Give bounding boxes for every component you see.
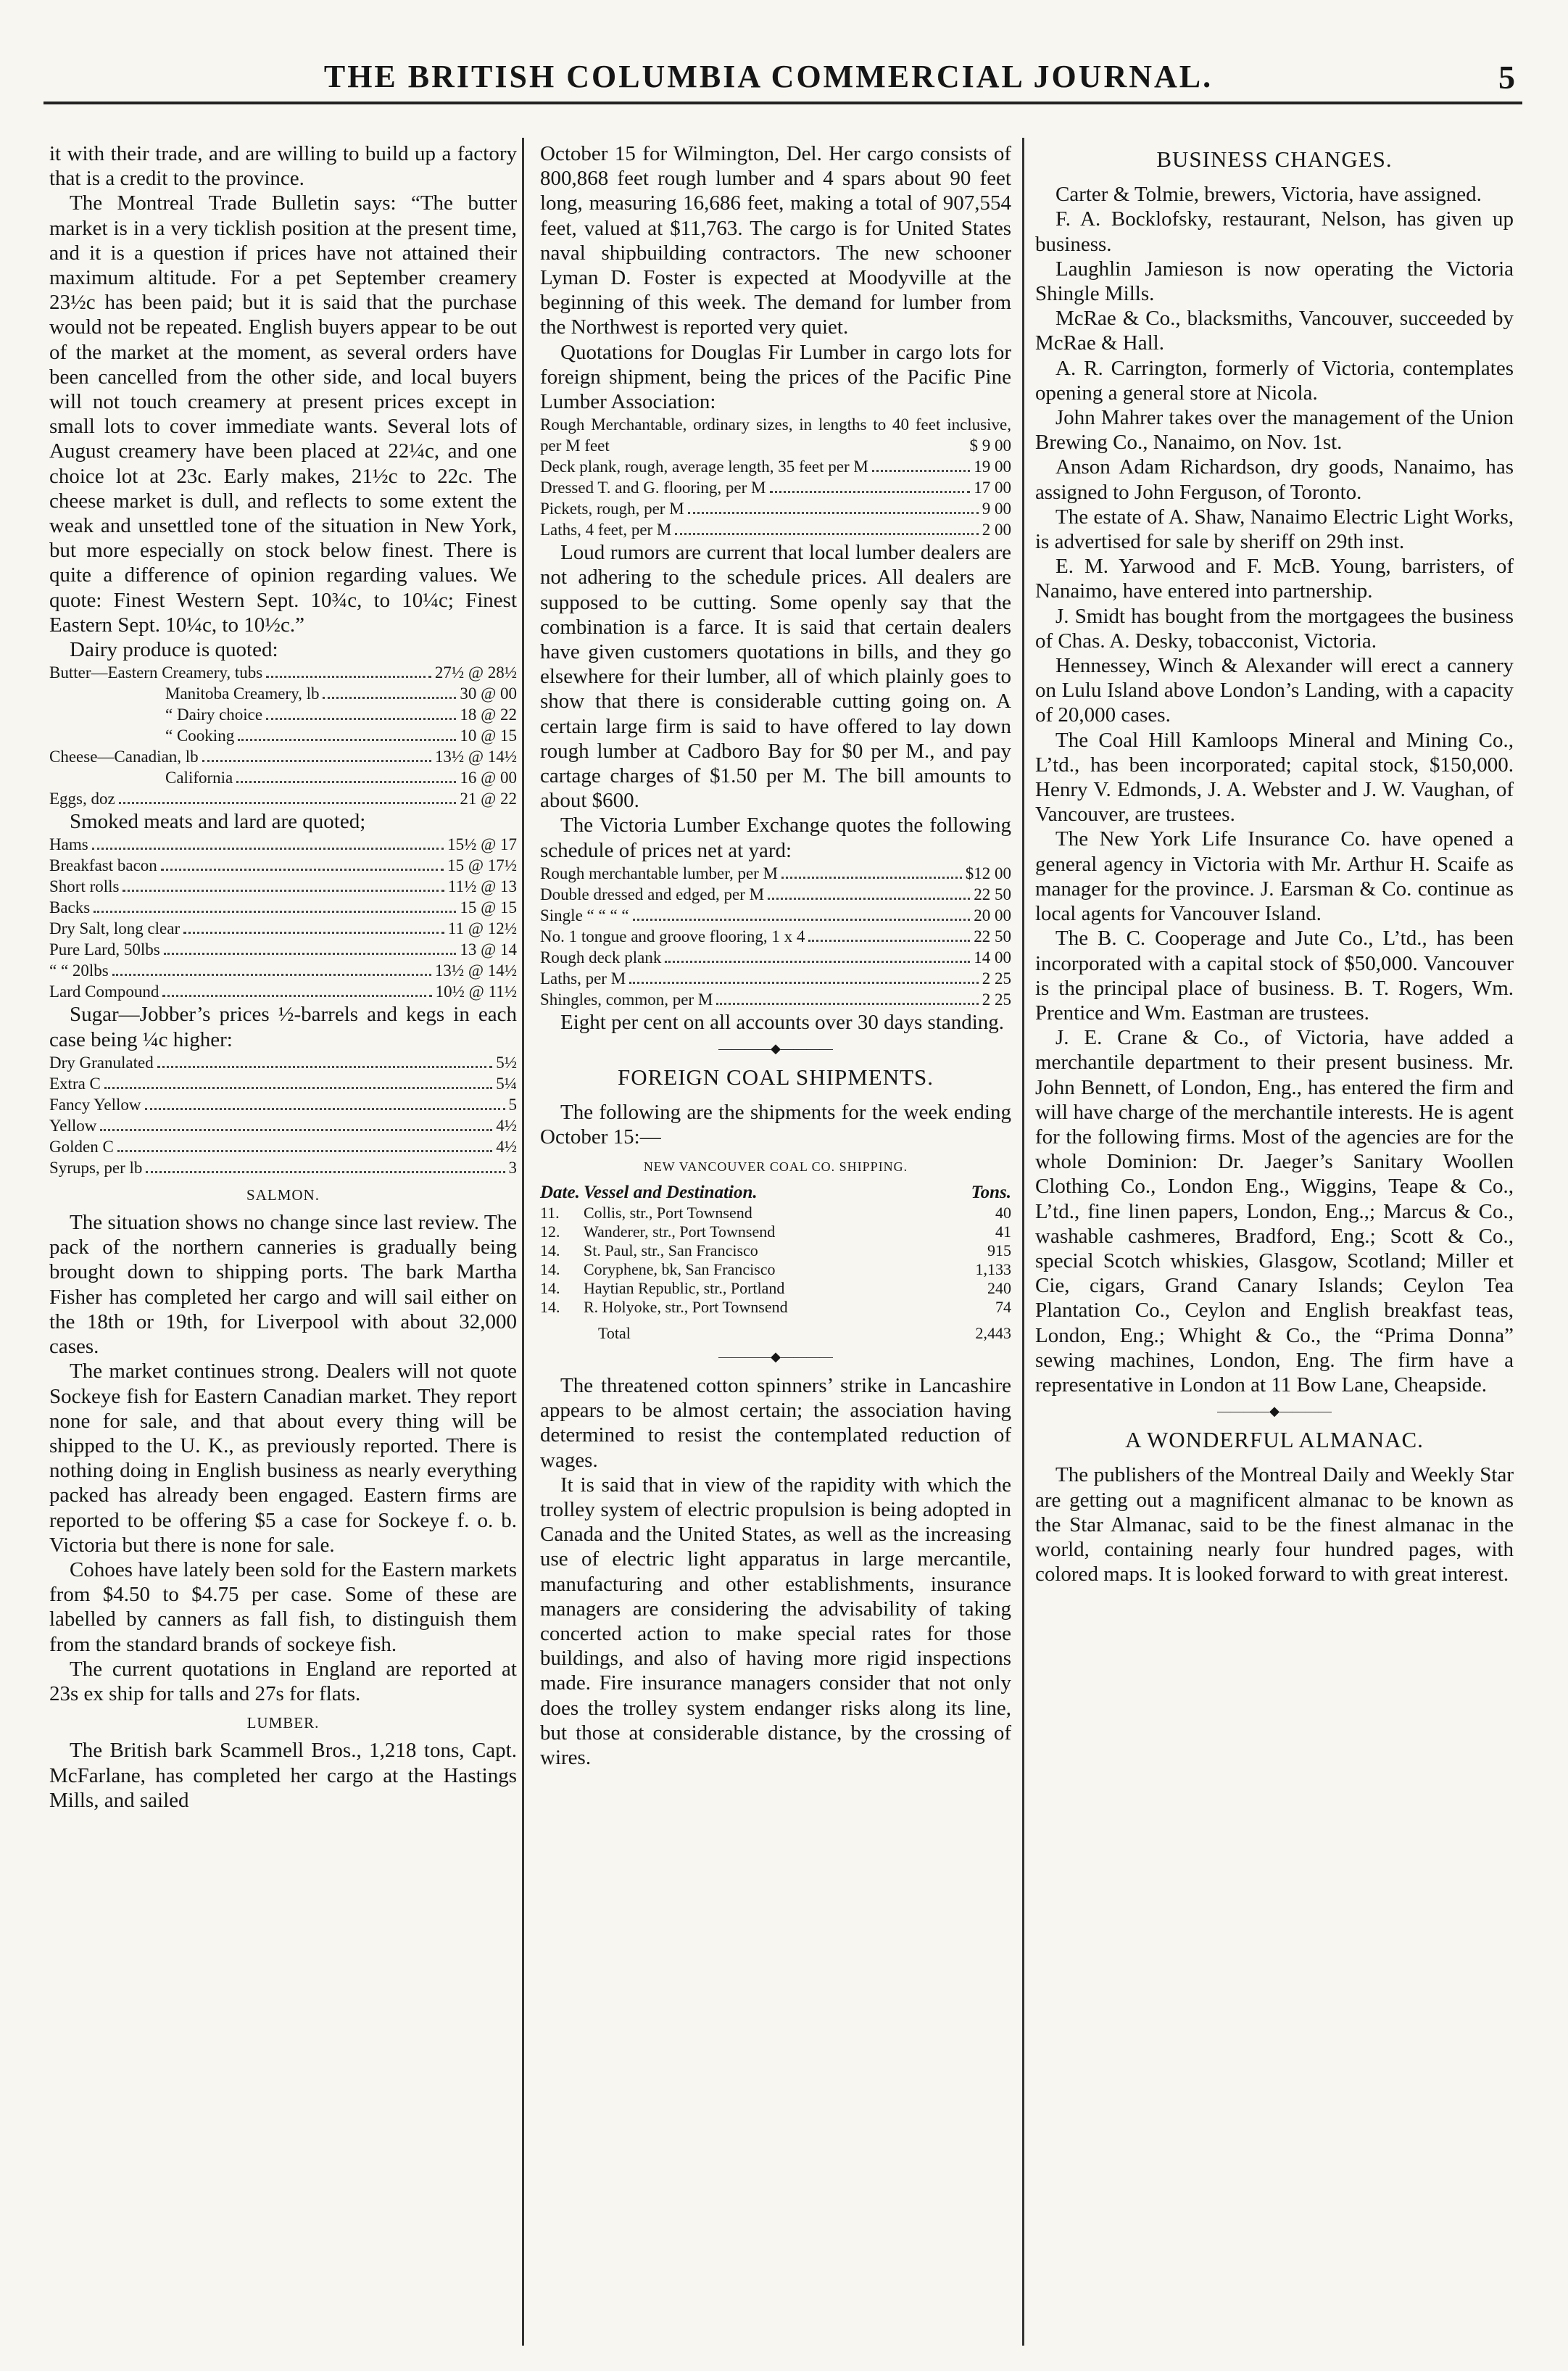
row-label: Cheese—Canadian, lb xyxy=(49,748,199,766)
row-label: “ Cooking xyxy=(165,727,235,745)
price-row xyxy=(49,725,517,746)
row-value: 15½ @ 17 xyxy=(447,835,517,854)
price-row xyxy=(540,498,1011,519)
paragraph: The threatened cotton spinners’ strike in Lancashire appears to be almost certain; the association having determined to resist the contemplated reduction of wages. xyxy=(540,1373,1011,1472)
ornament-divider: ————◆———— xyxy=(1217,1404,1332,1419)
page-number: 5 xyxy=(1498,59,1515,96)
ornament-divider: ————◆———— xyxy=(718,1349,833,1364)
cell-vessel: R. Holyoke, str., Port Townsend xyxy=(584,1297,788,1316)
column-3 xyxy=(1035,141,1514,1586)
leader-dots xyxy=(633,911,971,921)
leader-dots xyxy=(94,903,456,913)
column-header: Tons. xyxy=(971,1182,1011,1202)
price-row xyxy=(49,746,517,767)
business-change-item: J. E. Crane & Co., of Victoria, have added a merchantile department to their present business. Mr. John Bennett, of London, Eng., has entered the firm and will have charge of the merchantile interests. He is agent for the following firms. Most of the agencies are for the whole Dominion: Dr. Jaeger’s Sanitary Woollen Clothing Co., London Eng., Wiggins, Teape & Co., L’td., fine linen papers, London, Eng.,; Marcus & Co., washable cashmeres, Bradford, Eng.; Scott & Co., special Scotch whiskies, Glasgow, Scotland; Miller et Cie, cigars, Grand Canary Islands; Ceylon Tea Plantation Co., Ceylon and English breakfast teas, London, Eng.; Whight & Co., the “Prima Donna” sewing machines, London, Eng. The firm have a representative in London at 11 Bow Lane, Cheapside. xyxy=(1035,1026,1514,1396)
price-row xyxy=(540,968,1011,989)
row-label: Laths, 4 feet, per M xyxy=(540,521,672,539)
paragraph: October 15 for Wilmington, Del. Her cargo consists of 800,868 feet rough lumber and 4 spars about 90 feet long, measuring 16,686 feet, making a total of 907,554 feet, valued at $11,763. The cargo is for United States naval shipbuilding contractors. The new schooner Lyman D. Foster is expected at Moodyville at the beginning of this week. The demand for lumber from the Northwest is reported very quiet. xyxy=(540,142,1011,339)
row-value: 30 @ 00 xyxy=(460,684,517,703)
business-change-item: A. R. Carrington, formerly of Victoria, contemplates opening a general store at Nicola. xyxy=(1035,356,1514,405)
business-change-item: The Coal Hill Kamloops Mineral and Mining Co., L’td., has been incorporated; capital stock, $150,000. Henry V. Edmonds, J. A. Webster and J. W. Vaughan, of Vancouver, are trustees. xyxy=(1035,728,1514,827)
business-change-item: The estate of A. Shaw, Nanaimo Electric Light Works, is advertised for sale by sheriff on 29th inst. xyxy=(1035,505,1514,554)
cell-date: 12. xyxy=(540,1222,560,1241)
row-value: 22 50 xyxy=(974,885,1011,903)
price-row xyxy=(49,897,517,918)
row-value: 2 25 xyxy=(982,990,1011,1009)
row-label: Laths, per M xyxy=(540,969,626,988)
cell-tons: 915 xyxy=(987,1241,1011,1259)
price-row xyxy=(540,477,1011,498)
business-changes-list xyxy=(1035,182,1514,1397)
cell-tons: 74 xyxy=(995,1297,1011,1316)
section-heading: FOREIGN COAL SHIPMENTS. xyxy=(617,1064,934,1091)
row-value: 2 00 xyxy=(982,521,1011,539)
leader-dots xyxy=(323,690,456,699)
price-row xyxy=(49,876,517,897)
row-label: Extra C xyxy=(49,1074,101,1093)
row-value: 2 25 xyxy=(982,969,1011,988)
leader-dots xyxy=(716,996,978,1005)
row-value: 13 @ 14 xyxy=(460,940,517,959)
header-rule xyxy=(43,102,1522,104)
leader-dots xyxy=(157,1059,493,1068)
cell-vessel: Haytian Republic, str., Portland xyxy=(584,1278,785,1297)
leader-dots xyxy=(675,526,978,535)
leader-dots xyxy=(112,967,431,976)
column-header: Vessel and Destination. xyxy=(584,1182,758,1202)
row-value: 10½ @ 11½ xyxy=(435,982,517,1001)
row-value: 13½ @ 14½ xyxy=(434,961,517,980)
column-header: Date. xyxy=(540,1182,580,1202)
section-heading: SALMON. xyxy=(246,1186,320,1204)
section-heading: A WONDERFUL ALMANAC. xyxy=(1125,1427,1424,1453)
row-label: California xyxy=(165,769,233,787)
cell-date: 14. xyxy=(540,1297,560,1316)
leader-dots xyxy=(162,988,431,997)
row-label: Short rolls xyxy=(49,877,120,896)
price-row xyxy=(49,704,517,725)
leader-dots xyxy=(161,861,444,871)
price-row xyxy=(540,519,1011,540)
price-row xyxy=(49,855,517,876)
row-label: Dry Salt, long clear xyxy=(49,919,181,938)
cell-vessel: Wanderer, str., Port Townsend xyxy=(584,1222,776,1241)
paragraph: The situation shows no change since last review. The pack of the northern canneries is gradually being brought down to shipping ports. The bark Martha Fisher has completed her cargo and will sail either on the 18th or 19th, for Liverpool with about 32,000 cases. xyxy=(49,1211,517,1359)
column-1 xyxy=(49,141,517,1813)
row-label: Eggs, doz xyxy=(49,790,115,808)
business-change-item: E. M. Yarwood and F. McB. Young, barristers, of Nanaimo, have entered into partnership. xyxy=(1035,555,1514,603)
price-row xyxy=(49,834,517,855)
fir-intro-row xyxy=(540,414,1011,456)
price-row xyxy=(49,1136,517,1157)
price-row xyxy=(540,989,1011,1010)
row-label: Pure Lard, 50lbs xyxy=(49,940,160,959)
price-row xyxy=(540,905,1011,926)
total-value: 2,443 xyxy=(975,1323,1011,1342)
leader-dots xyxy=(202,753,431,762)
paragraph: The Montreal Trade Bulletin says: “The butter market is in a very ticklish position at the present time, and it is a question if prices have not attained their maximum altitude. For a pet September creamery 23½c has been paid; but it is said that the purchase would not be repeated. English buyers appear to be out of the market at the moment, as several orders have been cancelled from the other side, and local buyers will not touch creamery at present prices except in small lots to cover immediate wants. Several lots of August creamery have been placed at 22¼c, and one choice lot at 23c. Early makes, 21½c to 22c. The cheese market is dull, and reflects to some extent the weak and unsettled tone of the situation in New York, but more especially on stock below finest. There is quite a difference of opinion regarding values. We quote: Finest Western Sept. 10¾c, to 10¼c; Finest Eastern Sept. 10¼c, to 10½c.” xyxy=(49,191,517,637)
paragraph: The market continues strong. Dealers will not quote Sockeye fish for Eastern Canadian market. They report none for sale, and that about every thing will be shipped to the U. K., as previously reported. There is nothing doing in English business as nearly everything packed has already been engaged. Eastern firms are reported to be offering $5 a case for Sockeye f. o. b. Victoria but there is none for sale. xyxy=(49,1360,517,1557)
row-label: Yellow xyxy=(49,1116,97,1135)
row-value: $12 00 xyxy=(965,864,1011,882)
leader-dots xyxy=(100,1122,492,1131)
exchange-price-list xyxy=(540,863,1011,1010)
row-label: “ “ 20lbs xyxy=(49,961,109,980)
price-row xyxy=(540,884,1011,905)
leader-dots xyxy=(768,890,970,900)
price-row xyxy=(540,926,1011,947)
price-row xyxy=(49,918,517,939)
leader-dots xyxy=(123,882,444,892)
row-label: Single “ “ “ “ xyxy=(540,906,629,924)
section-heading: LUMBER. xyxy=(246,1714,320,1732)
table-header-row xyxy=(540,1182,1011,1204)
row-value: 17 00 xyxy=(974,479,1011,497)
business-change-item: Laughlin Jamieson is now operating the Victoria Shingle Mills. xyxy=(1035,257,1514,306)
cell-tons: 1,133 xyxy=(975,1259,1011,1278)
coal-table xyxy=(540,1182,1011,1343)
page-header xyxy=(43,58,1537,102)
row-label: Breakfast bacon xyxy=(49,856,157,875)
business-change-item: The B. C. Cooperage and Jute Co., L’td., has been incorporated with a capital stock of $50,000. Vancouver is the principal place of business. B. T. Rogers, Wm. Prentice and Wm. Eastman are trustees. xyxy=(1035,927,1514,1025)
row-label: “ Dairy choice xyxy=(165,705,263,724)
paragraph: The publishers of the Montreal Daily and Weekly Star are getting out a magnificent almanac to be known as the Star Almanac, said to be the finest almanac in the world, containing nearly four hundred pages, with colored maps. It is looked forward to with great interest. xyxy=(1035,1463,1514,1586)
table-subheading: NEW VANCOUVER COAL CO. SHIPPING. xyxy=(643,1159,908,1174)
leader-dots xyxy=(808,932,970,942)
cell-date: 14. xyxy=(540,1278,560,1297)
cell-date: 14. xyxy=(540,1241,560,1259)
price-row xyxy=(49,1052,517,1073)
leader-dots xyxy=(238,732,456,741)
paragraph: The following are the shipments for the week ending October 15:— xyxy=(540,1101,1011,1149)
column-divider xyxy=(1022,138,1024,2346)
list-heading: Sugar—Jobber’s prices ½-barrels and kegs in each case being ¼c higher: xyxy=(49,1003,517,1051)
row-value: 14 00 xyxy=(974,948,1011,967)
table-total-row xyxy=(540,1317,1011,1343)
row-value: 15 @ 17½ xyxy=(447,856,517,875)
dairy-price-list xyxy=(49,662,517,809)
row-value: 16 @ 00 xyxy=(460,769,517,787)
price-row xyxy=(540,456,1011,477)
section-heading: BUSINESS CHANGES. xyxy=(1156,146,1393,172)
sugar-price-list xyxy=(49,1052,517,1178)
price-row xyxy=(49,662,517,683)
row-value: 5½ xyxy=(496,1053,517,1072)
business-change-item: The New York Life Insurance Co. have opened a general agency in Victoria with Mr. Arthur H. Scaife as manager for the province. J. Earsman & Co. continue as local agents for Vancouver Island. xyxy=(1035,827,1514,926)
row-value: 11½ @ 13 xyxy=(447,877,517,896)
row-label: Golden C xyxy=(49,1137,114,1156)
paragraph: The Victoria Lumber Exchange quotes the following schedule of prices net at yard: xyxy=(540,814,1011,862)
cell-tons: 41 xyxy=(995,1222,1011,1241)
business-change-item: J. Smidt has bought from the mortgagees the business of Chas. A. Desky, tobacconist, Victoria. xyxy=(1035,604,1514,653)
price-row xyxy=(49,767,517,788)
row-value: 10 @ 15 xyxy=(460,727,517,745)
business-change-item: F. A. Bocklofsky, restaurant, Nelson, has given up business. xyxy=(1035,207,1514,256)
row-value: 13½ @ 14½ xyxy=(434,748,517,766)
column-divider xyxy=(522,138,524,2346)
row-value: 15 @ 15 xyxy=(460,898,517,917)
row-value: 4½ xyxy=(496,1116,517,1135)
row-label: Pickets, rough, per M xyxy=(540,500,684,518)
cell-vessel: Coryphene, bk, San Francisco xyxy=(584,1259,776,1278)
cell-tons: 240 xyxy=(987,1278,1011,1297)
row-value: 11 @ 12½ xyxy=(447,919,517,938)
row-value: 4½ xyxy=(496,1137,517,1156)
business-change-item: John Mahrer takes over the management of the Union Brewing Co., Nanaimo, on Nov. 1st. xyxy=(1035,406,1514,455)
fir-price-list xyxy=(540,414,1011,540)
row-value: 3 xyxy=(508,1158,517,1177)
business-change-item: Anson Adam Richardson, dry goods, Nanaimo, has assigned to John Ferguson, of Toronto. xyxy=(1035,455,1514,504)
paragraph: It is said that in view of the rapidity with which the trolley system of electric propulsion is being adopted in Canada and the United States, as well as the increasing use of electric light apparatus in large mercantile, manufacturing and other establishments, insurance managers are considering the advisability of taking concerted action to make special rates for those buildings, and also of having more rigid inspections made. Fire insurance managers consider that not only does the trolley system endanger risks along its line, but those at considerable distance, by the crossing of wires. xyxy=(540,1473,1011,1769)
row-label: Dressed T. and G. flooring, per M xyxy=(540,479,766,497)
price-row xyxy=(49,1094,517,1115)
table-row xyxy=(540,1260,1011,1279)
row-value: 9 00 xyxy=(982,500,1011,518)
leader-dots xyxy=(629,975,979,984)
business-change-item: Hennessey, Winch & Alexander will erect a cannery on Lulu Island above London’s Landing, with a capacity of 20,000 cases. xyxy=(1035,654,1514,727)
leader-dots xyxy=(183,924,444,934)
cell-vessel: St. Paul, str., San Francisco xyxy=(584,1241,758,1259)
row-label: Rough Merchantable, ordinary sizes, in lengths to 40 feet inclusive, per M feet xyxy=(540,415,1011,455)
leader-dots xyxy=(117,1143,492,1152)
leader-dots xyxy=(146,1164,505,1173)
list-heading: Smoked meats and lard are quoted; xyxy=(70,810,366,834)
price-row xyxy=(49,960,517,981)
business-change-item: McRae & Co., blacksmiths, Vancouver, succeeded by McRae & Hall. xyxy=(1035,307,1514,355)
meats-price-list xyxy=(49,834,517,1002)
row-label: Rough merchantable lumber, per M xyxy=(540,864,779,882)
leader-dots xyxy=(145,1101,505,1110)
table-row xyxy=(540,1204,1011,1222)
row-value: $ 9 00 xyxy=(969,436,1011,455)
row-label: Hams xyxy=(49,835,88,854)
paragraph: The British bark Scammell Bros., 1,218 tons, Capt. McFarlane, has completed her cargo at the Hastings Mills, and sailed xyxy=(49,1739,517,1812)
price-row xyxy=(49,788,517,809)
column-2 xyxy=(540,141,1011,1770)
price-row xyxy=(540,863,1011,884)
leader-dots xyxy=(688,505,979,514)
row-value: 19 00 xyxy=(974,458,1011,476)
row-label: Deck plank, rough, average length, 35 feet per M xyxy=(540,458,868,476)
list-heading: Dairy produce is quoted: xyxy=(70,638,278,662)
leader-dots xyxy=(665,953,970,963)
paragraph: Cohoes have lately been sold for the Eastern markets from $4.50 to $4.75 per case. Some of these are labelled by canners as fall fish, to distinguish them from the standard brands of sockeye fish. xyxy=(49,1557,517,1656)
row-value: 21 @ 22 xyxy=(460,790,517,808)
leader-dots xyxy=(770,484,971,493)
row-label: Fancy Yellow xyxy=(49,1095,141,1114)
total-label: Total xyxy=(598,1323,631,1342)
row-label: Syrups, per lb xyxy=(49,1158,143,1177)
price-row xyxy=(49,939,517,960)
paragraph: Quotations for Douglas Fir Lumber in cargo lots for foreign shipment, being the prices of the Pacific Pine Lumber Association: xyxy=(540,340,1011,414)
price-row xyxy=(49,683,517,704)
leader-dots xyxy=(266,711,456,720)
table-row xyxy=(540,1298,1011,1317)
row-value: 20 00 xyxy=(974,906,1011,924)
row-label: Dry Granulated xyxy=(49,1053,154,1072)
row-value: 18 @ 22 xyxy=(460,705,517,724)
table-row xyxy=(540,1222,1011,1241)
paragraph: Loud rumors are current that local lumber dealers are not adhering to the schedule prices. All dealers are supposed to be cutting. Some openly say that the combination is a farce. It is said that certain dealers have given customers quotations in bills, and they go elsewhere for their lumber, all of which plainly goes to show that there is considerable cutting going on. A certain large firm is said to have offered to lay down rough lumber at Cadboro Bay for $0 per M., and pay cartage charges of $1.50 per M. The bill amounts to about $600. xyxy=(540,541,1011,813)
price-row xyxy=(49,1073,517,1094)
price-row xyxy=(49,1157,517,1178)
row-label: Rough deck plank xyxy=(540,948,662,967)
row-value: 27½ @ 28½ xyxy=(434,663,517,682)
row-label: Backs xyxy=(49,898,91,917)
cell-date: 14. xyxy=(540,1259,560,1278)
business-change-item: Carter & Tolmie, brewers, Victoria, have assigned. xyxy=(1055,183,1482,207)
row-label: Manitoba Creamery, lb xyxy=(165,684,320,703)
ornament-divider: ————◆———— xyxy=(718,1041,833,1056)
row-label: Shingles, common, per M xyxy=(540,990,713,1009)
leader-dots xyxy=(872,463,970,472)
row-value: 5¼ xyxy=(496,1074,517,1093)
leader-dots xyxy=(266,669,431,678)
price-row xyxy=(49,1115,517,1136)
table-row xyxy=(540,1241,1011,1260)
table-row xyxy=(540,1279,1011,1298)
cell-vessel: Collis, str., Port Townsend xyxy=(584,1203,752,1222)
row-label: No. 1 tongue and groove flooring, 1 x 4 xyxy=(540,927,805,945)
row-value: 22 50 xyxy=(974,927,1011,945)
leader-dots xyxy=(92,840,444,850)
row-label: Lard Compound xyxy=(49,982,159,1001)
price-row xyxy=(49,981,517,1002)
leader-dots xyxy=(119,795,457,804)
paragraph: The current quotations in England are reported at 23s ex ship for talls and 27s for flats. xyxy=(49,1657,517,1705)
row-label: Double dressed and edged, per M xyxy=(540,885,765,903)
row-value: 5 xyxy=(508,1095,517,1114)
journal-title: THE BRITISH COLUMBIA COMMERCIAL JOURNAL. xyxy=(323,59,1214,94)
leader-dots xyxy=(781,869,962,879)
cell-date: 11. xyxy=(540,1203,560,1222)
price-row xyxy=(540,947,1011,968)
leader-dots xyxy=(104,1080,492,1089)
leader-dots xyxy=(164,945,457,955)
cell-tons: 40 xyxy=(995,1203,1011,1222)
paragraph: it with their trade, and are willing to build up a factory that is a credit to the province. xyxy=(49,142,517,191)
paragraph: Eight per cent on all accounts over 30 days standing. xyxy=(560,1010,1005,1034)
row-label: Butter—Eastern Creamery, tubs xyxy=(49,663,263,682)
leader-dots xyxy=(236,774,456,783)
